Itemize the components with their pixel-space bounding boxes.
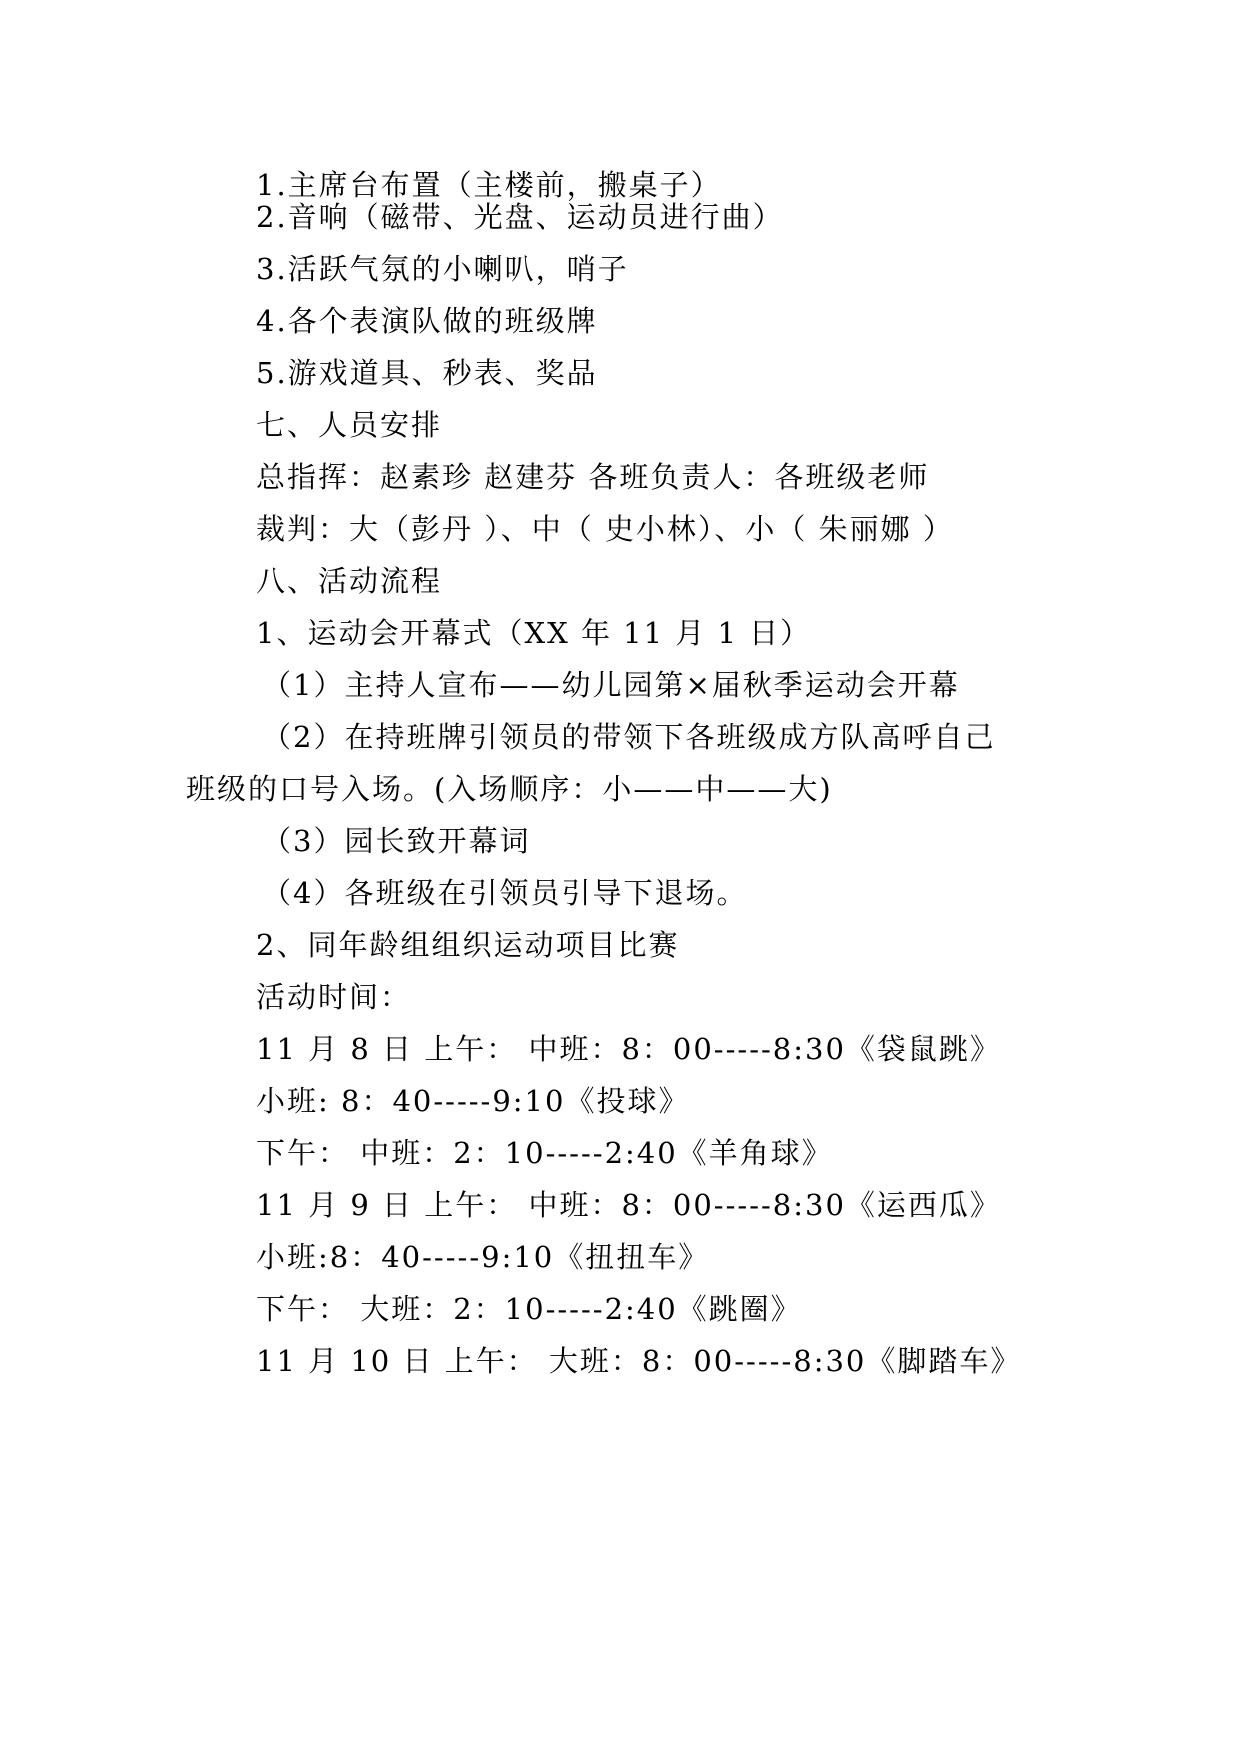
schedule-line: 下午： 大班：2：10-----2:40《跳圈》: [256, 1292, 802, 1326]
schedule-line: 11 月 8 日 上午： 中班：8：00-----8:30《袋鼠跳》: [256, 1032, 1001, 1066]
text-line: （1）主持人宣布——幼儿园第×届秋季运动会开幕: [262, 668, 960, 702]
schedule-line: 小班:8：40-----9:10《扭扭车》: [256, 1240, 710, 1274]
text-line: （2）在持班牌引领员的带领下各班级成方队高呼自己: [262, 720, 996, 754]
section-heading: 七、人员安排: [256, 408, 443, 442]
text-line: （4）各班级在引领员引导下退场。: [262, 876, 748, 910]
text-line: 裁判：大（彭丹 ）、中（ 史小林）、小（ 朱丽娜 ）: [256, 512, 954, 546]
text-line: 5.游戏道具、秒表、奖品: [256, 356, 598, 390]
text-line: （3）园长致开幕词: [262, 824, 531, 858]
schedule-line: 11 月 10 日 上午： 大班：8：00-----8:30《脚踏车》: [256, 1344, 1022, 1378]
schedule-line: 小班: 8：40-----9:10《投球》: [256, 1084, 690, 1118]
text-line: 活动时间：: [256, 980, 412, 1014]
text-line: 1、运动会开幕式（XX 年 11 月 1 日）: [256, 616, 812, 650]
text-line: 2、同年龄组组织运动项目比赛: [256, 928, 680, 962]
schedule-line: 11 月 9 日 上午： 中班：8：00-----8:30《运西瓜》: [256, 1188, 1001, 1222]
text-line: 3.活跃气氛的小喇叭，哨子: [256, 252, 629, 286]
text-line: 1.主席台布置（主楼前，搬桌子）: [256, 168, 722, 202]
section-heading: 八、活动流程: [256, 564, 443, 598]
text-line: 4.各个表演队做的班级牌: [256, 304, 598, 338]
schedule-line: 下午： 中班：2：10-----2:40《羊角球》: [256, 1136, 833, 1170]
text-line: 2.音响（磁带、光盘、运动员进行曲）: [256, 200, 784, 234]
text-line: 总指挥：赵素珍 赵建芬 各班负责人：各班级老师: [256, 460, 930, 494]
text-line: 班级的口号入场。(入场顺序：小——中——大): [186, 772, 833, 806]
